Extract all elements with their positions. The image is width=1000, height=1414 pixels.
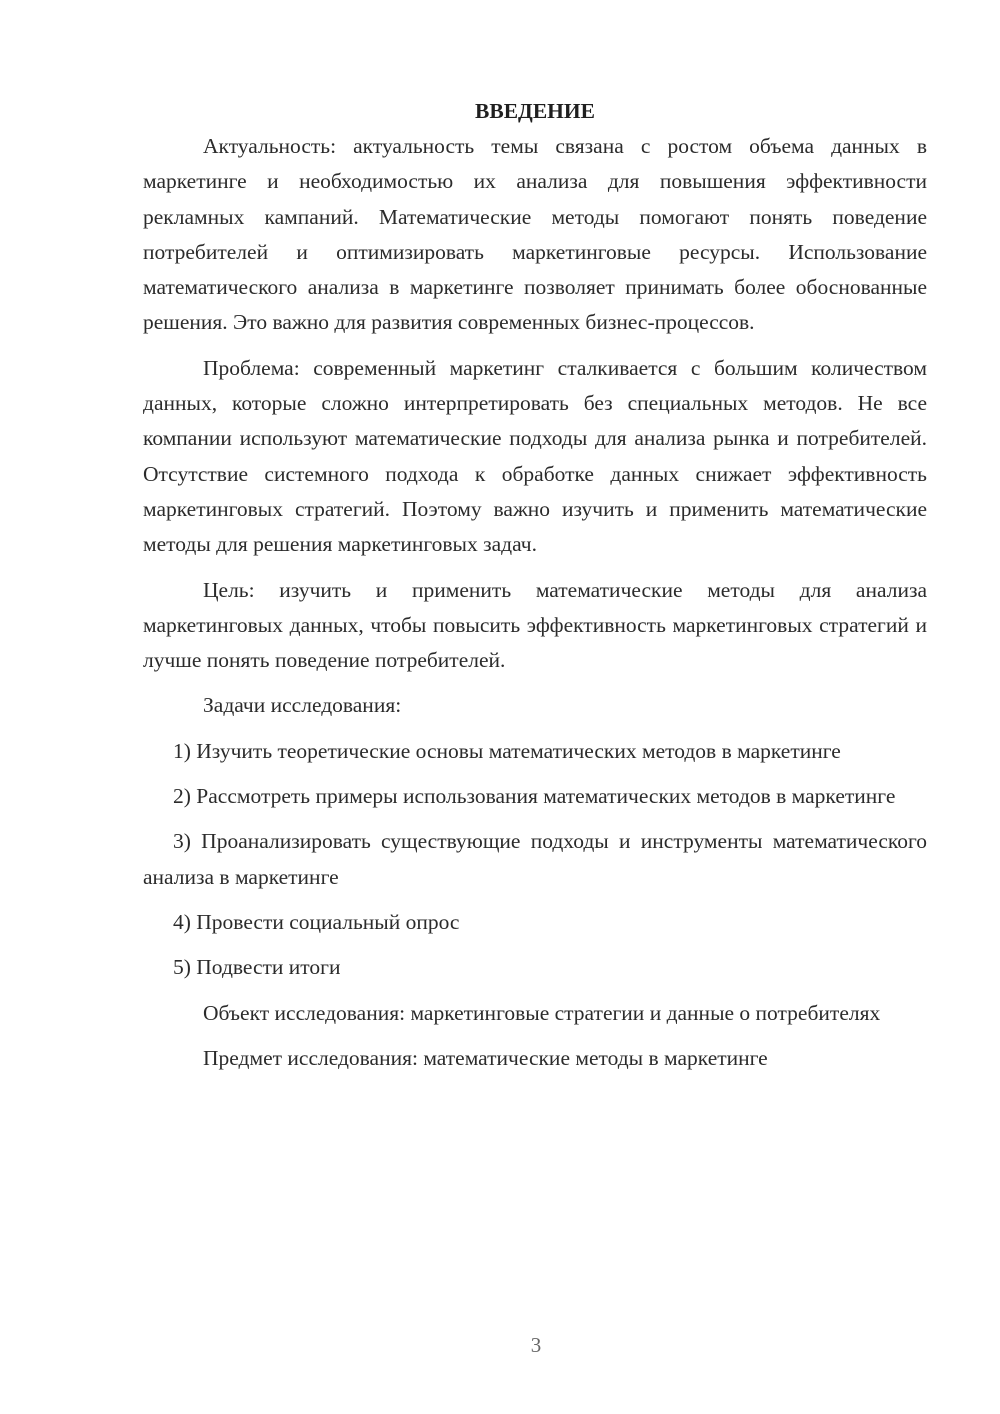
page-title: ВВЕДЕНИЕ bbox=[475, 99, 595, 123]
task-item-3: 3) Проанализировать существующие подходы и инструменты математического анализа в маркетинге bbox=[143, 829, 927, 889]
subject-paragraph: Предмет исследования: математические методы в маркетинге bbox=[203, 1045, 768, 1070]
object-paragraph: Объект исследования: маркетинговые стратегии и данные о потребителях bbox=[203, 1000, 881, 1025]
relevance-paragraph: Актуальность: актуальность темы связана с ростом объема данных в маркетинге и необходимостью их анализа для повышения эффективности рекламных кампаний. Математические методы помогают понять поведение потребителей и оптимизировать маркетинговые ресурсы. Использование математического анализа в маркетинге позволяет принимать более обоснованные решения. Это важно для развития современных бизнес-процессов. bbox=[143, 134, 927, 335]
document-page bbox=[143, 94, 927, 1076]
goal-paragraph: Цель: изучить и применить математические методы для анализа маркетинговых данных, чтобы повысить эффективность маркетинговых стратегий и лучше понять поведение потребителей. bbox=[143, 577, 927, 673]
task-item-1: 1) Изучить теоретические основы математических методов в маркетинге bbox=[173, 738, 841, 763]
problem-paragraph: Проблема: современный маркетинг сталкивается с большим количеством данных, которые сложно интерпретировать без специальных методов. Не все компании используют математические подходы для анализа рынка и потребителей. Отсутствие системного подхода к обработке данных снижает эффективность маркетинговых стратегий. Поэтому важно изучить и применить математические методы для решения маркетинговых задач. bbox=[143, 355, 927, 557]
task-item-2: 2) Рассмотреть примеры использования математических методов в маркетинге bbox=[173, 784, 896, 809]
page-number: 3 bbox=[530, 1333, 542, 1357]
task-item-4: 4) Провести социальный опрос bbox=[173, 909, 460, 934]
tasks-heading: Задачи исследования: bbox=[203, 693, 402, 718]
task-item-5: 5) Подвести итоги bbox=[173, 955, 341, 980]
